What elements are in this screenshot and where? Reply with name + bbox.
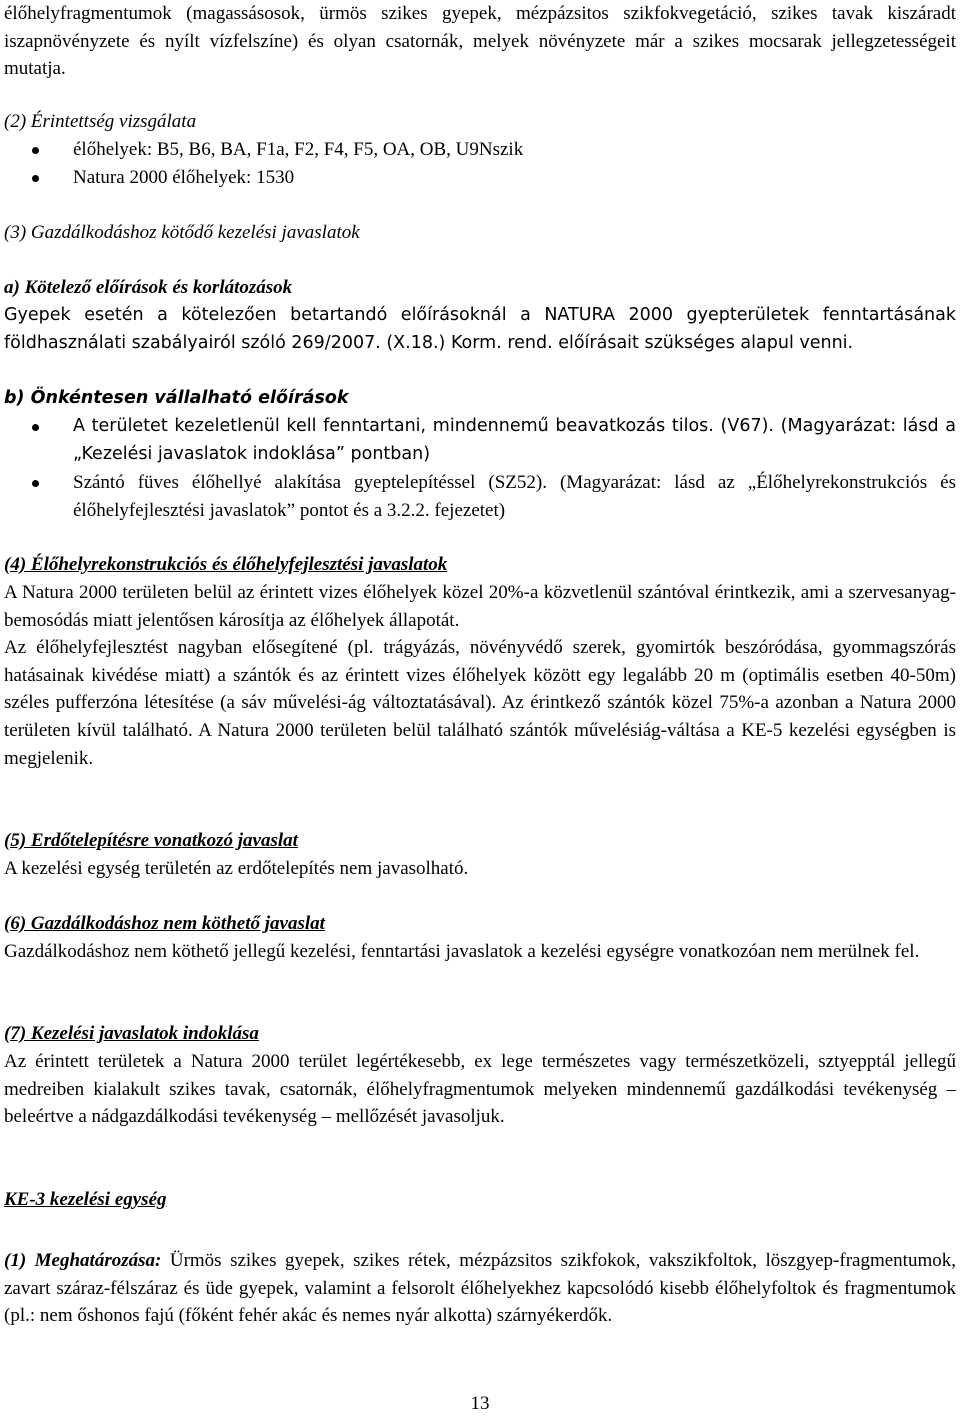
bullet-icon	[32, 480, 39, 487]
section-3-heading: (3) Gazdálkodáshoz kötődő kezelési javaslatok	[4, 222, 360, 243]
ke3-definition	[4, 1247, 956, 1330]
bullet-icon	[32, 147, 39, 154]
section-4-paragraph-1: A Natura 2000 területen belül az érintett vizes élőhelyek közel 20%-a közvetlenül szántóval érintkezik, ami a szervesanyag-bemosódás miatt jelentősen károsítja az élőhelyek állapotát.	[4, 582, 956, 631]
list-item: A területet kezeletlenül kell fenntartani, mindennemű beavatkozás tilos. (V67). (Magyarázat: lásd a „Kezelési javaslatok indoklása” pontban)	[4, 413, 956, 468]
list-item: élőhelyek: B5, B6, BA, F1a, F2, F4, F5, OA, OB, U9Nszik	[4, 136, 956, 164]
section-2-heading: (2) Érintettség vizsgálata	[4, 111, 197, 132]
ke3-definition-label: (1) Meghatározása:	[4, 1250, 162, 1271]
list-item: Szántó füves élőhellyé alakítása gyeptelepítéssel (SZ52). (Magyarázat: lásd az „Élőhelyrekonstrukciós és élőhelyfejlesztési javaslatok” pontot és a 3.2.2. fejezetet)	[4, 469, 956, 524]
ke3-heading: KE-3 kezelési egység	[4, 1189, 167, 1210]
section-2-list	[4, 136, 956, 191]
ke3-definition-text: Ürmös szikes gyepek, szikes rétek, mézpázsitos szikfokok, vakszikfoltok, löszgyep-fragmentumok, zavart száraz-félszáraz és üde gyepek, valamint a felsorolt élőhelyekhez kapcsolódó kisebb élőhelyfoltok és fragmentumok (pl.: nem őshonos fajú (főként fehér akác és nemes nyár alkotta) szárnyékerdők.	[4, 1250, 956, 1327]
section-3b-list	[4, 413, 956, 468]
section-6-heading: (6) Gazdálkodáshoz nem köthető javaslat	[4, 913, 325, 934]
section-5-heading: (5) Erdőtelepítésre vonatkozó javaslat	[4, 830, 298, 851]
section-4-heading: (4) Élőhelyrekonstrukciós és élőhelyfejlesztési javaslatok	[4, 554, 448, 575]
section-7-text: Az érintett területek a Natura 2000 terület legértékesebb, ex lege természetes vagy természetközeli, sztyepptál jellegű medreiben kialakult szikes tavak, csatornák, élőhelyfragmentumok melyeken mindennemű gazdálkodási tevékenység – beleértve a nádgazdálkodási tevékenység – mellőzését javasoljuk.	[4, 1051, 956, 1128]
section-3b-heading: b) Önkéntesen vállalható előírások	[4, 388, 349, 408]
list-item: Natura 2000 élőhelyek: 1530	[4, 164, 956, 192]
page-number: 13	[470, 1393, 490, 1414]
section-3a-heading: a) Kötelező előírások és korlátozások	[4, 277, 293, 298]
section-5-text: A kezelési egység területén az erdőtelepítés nem javasolható.	[4, 858, 469, 879]
section-3a-text: Gyepek esetén a kötelezően betartandó előírásoknál a NATURA 2000 gyepterületek fenntartásának földhasználati szabályairól szóló 269/2007. (X.18.) Korm. rend. előírásait szükséges alapul venni.	[4, 305, 956, 353]
section-3b-list-2	[4, 469, 956, 524]
section-4-paragraph-2: Az élőhelyfejlesztést nagyban elősegítené (pl. trágyázás, növényvédő szerek, gyomirtók beszóródása, gyommagszórás hatásainak kivédése miatt) a szántók és az érintett vizes élőhelyek között egy legalább 20 m (optimális esetben 40-50m) széles pufferzóna létesítése (a sáv művelési-ág változtatásával). Az érintkező szántók közel 75%-a azonban a Natura 2000 területen kívül található. A Natura 2000 területen belül található szántók művelésiág-váltása a KE-5 kezelési egységben is megjelenik.	[4, 637, 956, 769]
section-6-text: Gazdálkodáshoz nem köthető jellegű kezelési, fenntartási javaslatok a kezelési egységre vonatkozóan nem merülnek fel.	[4, 941, 920, 962]
bullet-icon	[32, 424, 39, 431]
section-7-heading: (7) Kezelési javaslatok indoklása	[4, 1023, 259, 1044]
intro-paragraph: élőhelyfragmentumok (magassásosok, ürmös szikes gyepek, mézpázsitos szikfokvegetáció, szikes tavak kiszáradt iszapnövényzete és nyílt vízfelszíne) és olyan csatornák, melyek növényzete már a szikes mocsarak jellegzetességeit mutatja.	[4, 3, 956, 80]
bullet-icon	[32, 175, 39, 182]
